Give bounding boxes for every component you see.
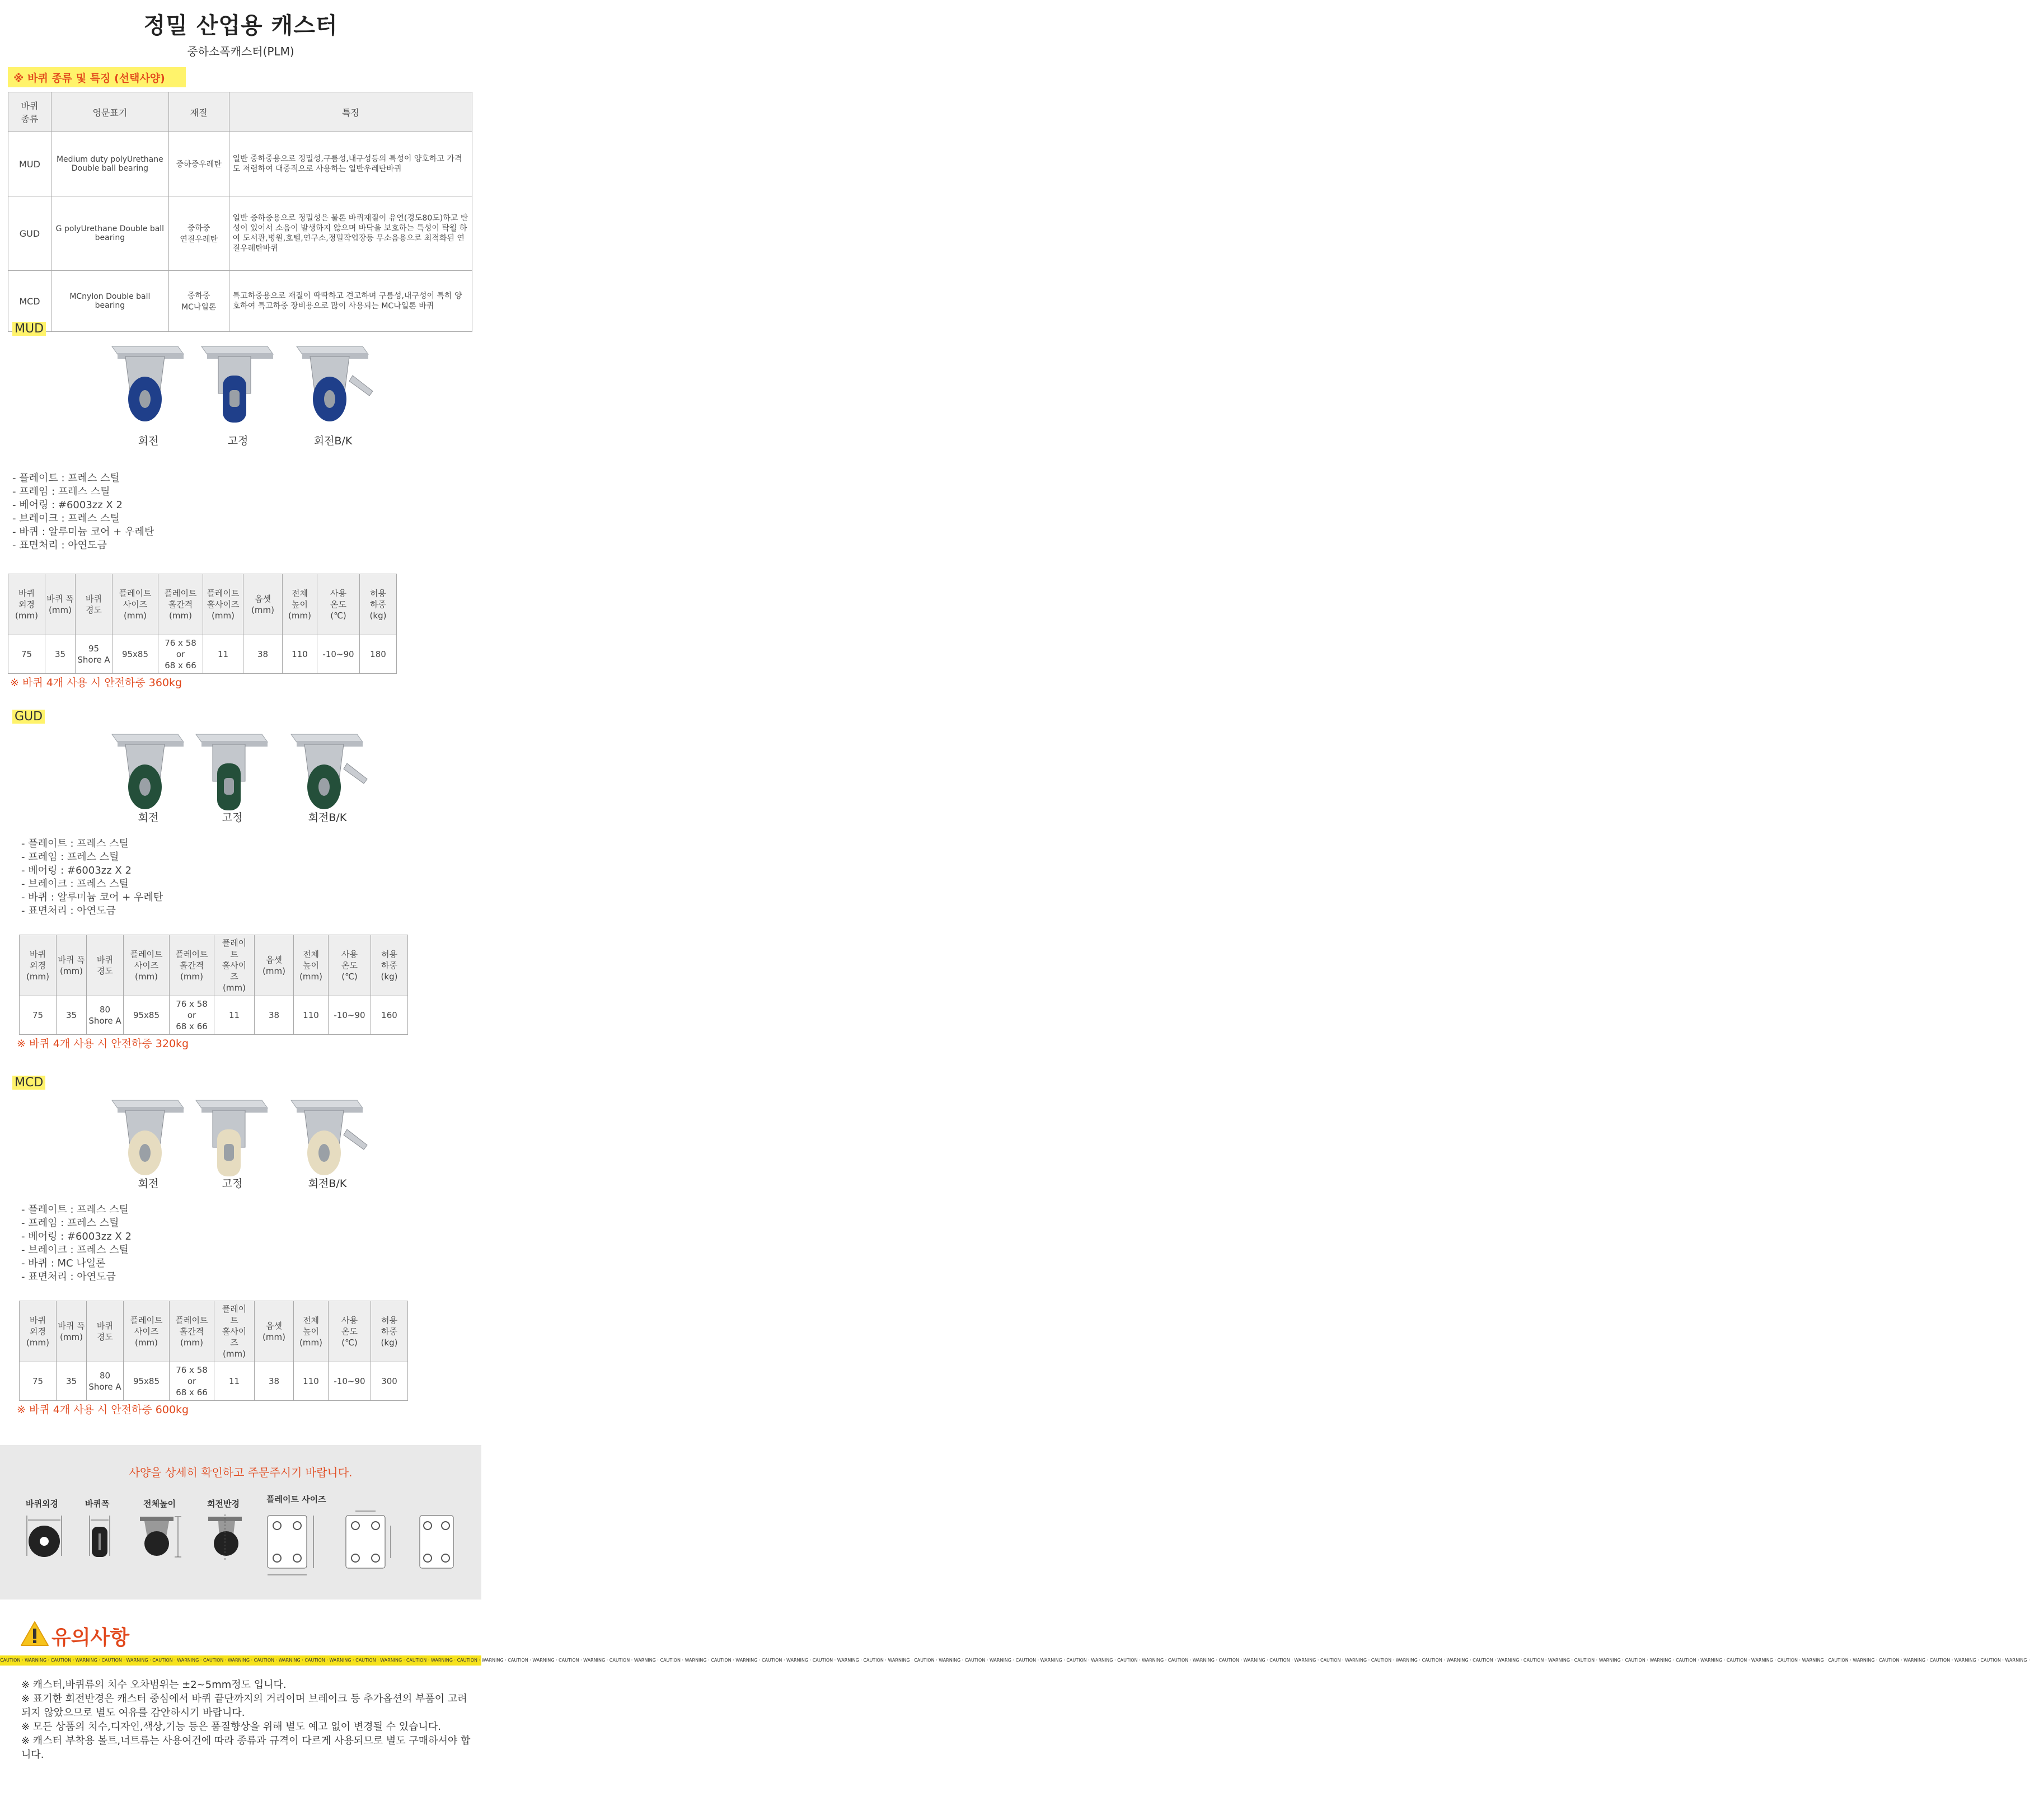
header-english: 영문표기 [51,92,168,132]
spec-item: - 프레임 : 프레스 스틸 [12,486,110,498]
safe-load-note: ※ 바퀴 4개 사용 시 안전하중 320kg [17,1038,189,1050]
spec-item: - 베어링 : #6003zz X 2 [21,865,132,876]
plate-size-icon [268,1516,313,1575]
label-total-height: 전체높이 [143,1499,176,1509]
spec-table-cell: 160 [371,996,408,1035]
spec-table-header: 옵셋 (mm) [255,935,294,996]
spec-table-header: 전체 높이 (mm) [283,574,317,635]
spec-table-cell: 75 [20,996,57,1035]
spec-table-cell: 95x85 [124,996,170,1035]
spec-item: - 플레이트 : 프레스 스틸 [12,472,120,484]
spec-table-header: 옵셋 (mm) [243,574,283,635]
spec-table-header: 플레이트 홀간격 (mm) [170,1301,214,1362]
spec-item: - 바퀴 : 알루미늄 코어 + 우레탄 [21,892,163,903]
spec-item: - 바퀴 : 알루미늄 코어 + 우레탄 [12,526,154,538]
section-label: GUD [12,710,45,724]
types-banner-text: ※ 바퀴 종류 및 특징 (선택사양) [13,72,165,85]
spec-table-header: 허용 하중 (kg) [371,935,408,996]
spec-table-cell: -10~90 [329,996,371,1035]
spec-table-cell: -10~90 [329,1362,371,1401]
spec-list [21,837,163,918]
total-height-icon [140,1517,181,1557]
spec-table-cell: 110 [283,635,317,674]
spec-table-cell: 35 [57,996,87,1035]
spec-table-cell: 80 Shore A [87,996,124,1035]
spec-item: - 플레이트 : 프레스 스틸 [21,838,129,850]
spec-item: - 베어링 : #6003zz X 2 [21,1231,132,1242]
spec-list [21,1203,132,1284]
spec-table-cell: 76 x 58 or 68 x 66 [158,635,203,674]
header-wheel-type: 바퀴 종류 [8,92,51,132]
caution-notes [21,1678,475,1762]
label-wheel-width: 바퀴폭 [85,1499,110,1509]
wheel-width-icon [90,1516,110,1557]
spec-table [19,1301,408,1401]
warning-icon [20,1621,49,1647]
type-description: 일반 중하중용으로 정밀성은 물론 바퀴재질이 유연(경도80도)하고 탄성이 있어서 소음이 발생하지 않으며 바닥을 보호하는 특성이 탁월 하여 도서관,병원,호텔,연구소,정밀작업장등 무소음용으로 최적화된 연질우레탄바퀴 [229,196,472,271]
spec-table-header: 플레이트 홀간격 (mm) [158,574,203,635]
spec-table-header: 플레이트 사이즈 (mm) [112,574,158,635]
page-title: 정밀 산업용 캐스터 [143,13,338,39]
safe-load-note: ※ 바퀴 4개 사용 시 안전하중 360kg [10,677,182,689]
spec-table-header: 바퀴 폭 (mm) [57,935,87,996]
spec-item: - 브레이크 : 프레스 스틸 [21,1244,129,1256]
spec-table [8,574,397,674]
spec-table-cell: 38 [255,1362,294,1401]
spec-table-header: 옵셋 (mm) [255,1301,294,1362]
swivel-caster-image [106,1096,190,1180]
spec-table-cell: 11 [203,635,243,674]
spec-table-header: 바퀴 경도 [87,935,124,996]
type-english: Medium duty polyUrethane Double ball bearing [51,132,168,196]
spec-table-cell: 300 [371,1362,408,1401]
spec-list [12,472,154,552]
swivel-caster-image [106,342,190,426]
spec-item: - 브레이크 : 프레스 스틸 [21,878,129,890]
spec-table-header: 바퀴 경도 [76,574,112,635]
wheel-types-table [8,92,472,332]
type-material: 중하중 MC나일론 [168,271,229,332]
spec-table-cell: 180 [360,635,397,674]
types-banner [8,67,186,87]
spec-table-cell: 35 [45,635,76,674]
caster-caption: 고정 [222,812,243,824]
spec-table-cell: 38 [243,635,283,674]
fixed-caster-image [190,730,274,814]
caster-caption: 회전B/K [308,812,347,824]
type-description: 일반 중하중용으로 정밀성,구름성,내구성등의 특성이 양호하고 가격도 저렴하여 대중적으로 사용하는 일반우레탄바퀴 [229,132,472,196]
type-english: MCnylon Double ball bearing [51,271,168,332]
type-description: 특고하중용으로 재질이 딱딱하고 견고하며 구름성,내구성이 특히 양호하여 특고하중 장비용으로 많이 사용되는 MC나일론 바퀴 [229,271,472,332]
fixed-caster-image [190,1096,274,1180]
safe-load-note: ※ 바퀴 4개 사용 시 안전하중 600kg [17,1404,189,1416]
caster-caption: 회전B/K [313,435,353,447]
spec-table-cell: 38 [255,996,294,1035]
label-swivel-radius: 회전반경 [207,1499,240,1509]
table-row [8,635,397,674]
spec-table-cell: 95x85 [112,635,158,674]
swivel-brake-caster-image [291,342,375,426]
spec-table-header: 바퀴 폭 (mm) [45,574,76,635]
type-code: MUD [8,132,51,196]
spec-table-cell: 95 Shore A [76,635,112,674]
fixed-caster-image [196,342,280,426]
plate-hole-size-icon [420,1516,453,1568]
table-row [8,132,472,196]
section-label: MUD [12,322,46,336]
spec-table-cell: 80 Shore A [87,1362,124,1401]
spec-table-cell: 75 [8,635,45,674]
caster-caption: 회전 [138,435,159,447]
spec-item: - 표면처리 : 아연도금 [12,540,107,551]
section-mud [0,322,481,689]
caster-caption: 고정 [222,1178,243,1190]
caution-note: ※ 캐스터,바퀴류의 치수 오차범위는 ±2~5mm정도 입니다. [21,1679,287,1691]
caution-strip [0,1655,2030,1666]
swivel-brake-caster-image [285,730,369,814]
page-subtitle: 중하소폭캐스터(PLM) [187,45,294,58]
caution-note: ※ 표기한 회전반경은 캐스터 중심에서 바퀴 끝단까지의 거리이며 브레이크 등 추가옵션의 부품이 고려되지 않았으므로 별도 여유를 감안하시기 바랍니다. [21,1693,467,1719]
type-material: 중하중 연질우레탄 [168,196,229,271]
dimension-guide-title: 사양을 상세히 확인하고 주문주시기 바랍니다. [129,1466,353,1479]
caster-caption: 회전 [138,1178,159,1190]
spec-table-header: 플레이 트 홀사이 즈 (mm) [214,1301,255,1362]
spec-table-header: 플레이트 홀사이즈 (mm) [203,574,243,635]
caution-title: 유의사항 [51,1626,130,1649]
spec-item: - 프레임 : 프레스 스틸 [21,1217,119,1229]
table-row [20,996,408,1035]
spec-table-header: 전체 높이 (mm) [294,935,329,996]
caution-note: ※ 캐스터 부착용 볼트,너트류는 사용여건에 따라 종류과 규격이 다르게 사용되므로 별도 구매하셔야 합니다. [21,1735,471,1761]
spec-table-header: 플레이 트 홀사이 즈 (mm) [214,935,255,996]
caution-note: ※ 모든 상품의 치수,디자인,색상,기능 등은 품질향상을 위해 별도 예고 없이 변경될 수 있습니다. [21,1721,441,1733]
header-material: 재질 [168,92,229,132]
spec-table-cell: 76 x 58 or 68 x 66 [170,996,214,1035]
table-row [20,1362,408,1401]
caution-strip-text: CAUTION · WARNING · CAUTION · WARNING · CAUTION · WARNING · CAUTION · WARNING · CAUTION · WARNING · CAUTION · WARNING · CAUTION · WARNING · CAUTION · WARNING · CAUTION · WARNING · CAUTION · WARNING · CAUTION · WARNING · CAUTION · WARNING · CAUTION · WARNING · CAUTION · WARNING · CAUTION · WARNING · CAUTION · WARNING · CAUTION · WARNING · CAUTION · WARNING · CAUTION · WARNING · CAUTION · WARNING · CAUTION · WARNING · CAUTION · WARNING · CAUTION · WARNING · CAUTION · WARNING · CAUTION · WARNING · CAUTION · WARNING · CAUTION · WARNING · CAUTION · WARNING · CAUTION · WARNING · CAUTION · WARNING · CAUTION · WARNING · CAUTION · WARNING · CAUTION · WARNING · CAUTION · WARNING · CAUTION · WARNING · CAUTION · WARNING · CAUTION · WARNING · CAUTION · WARNING · CAUTION · WARNING · CAUTION · WARNING · [0,1658,2030,1663]
spec-table-header: 허용 하중 (kg) [360,574,397,635]
section-label: MCD [12,1076,45,1090]
spec-table-cell: 35 [57,1362,87,1401]
spec-table-header: 사용 온도 (℃) [329,1301,371,1362]
caster-caption: 고정 [227,435,249,447]
spec-table-header: 사용 온도 (℃) [317,574,360,635]
spec-item: - 표면처리 : 아연도금 [21,905,116,917]
spec-item: - 브레이크 : 프레스 스틸 [12,513,120,524]
spec-table-header: 전체 높이 (mm) [294,1301,329,1362]
spec-table-header: 허용 하중 (kg) [371,1301,408,1362]
spec-table-cell: -10~90 [317,635,360,674]
spec-item: - 플레이트 : 프레스 스틸 [21,1204,129,1216]
table-row [8,196,472,271]
spec-table-cell: 110 [294,1362,329,1401]
plate-hole-spacing-icon [346,1511,391,1568]
spec-item: - 표면처리 : 아연도금 [21,1271,116,1283]
spec-table [19,935,408,1035]
swivel-caster-image [106,730,190,814]
spec-table-cell: 11 [214,996,255,1035]
spec-item: - 프레임 : 프레스 스틸 [21,851,119,863]
spec-table-header: 플레이트 홀간격 (mm) [170,935,214,996]
swivel-radius-icon [208,1514,242,1561]
spec-table-header: 바퀴 경도 [87,1301,124,1362]
type-english: G polyUrethane Double ball bearing [51,196,168,271]
spec-table-header: 플레이트 사이즈 (mm) [124,935,170,996]
type-code: GUD [8,196,51,271]
spec-table-header: 바퀴 외경 (mm) [8,574,45,635]
spec-item: - 베어링 : #6003zz X 2 [12,499,123,511]
spec-table-cell: 75 [20,1362,57,1401]
label-wheel-diameter: 바퀴외경 [26,1499,58,1509]
spec-table-cell: 11 [214,1362,255,1401]
spec-table-cell: 110 [294,996,329,1035]
wheel-diameter-icon [27,1516,62,1557]
spec-table-header: 바퀴 외경 (mm) [20,935,57,996]
label-plate-size: 플레이트 사이즈 [266,1494,326,1504]
spec-table-header: 바퀴 폭 (mm) [57,1301,87,1362]
section-mcd [0,1076,481,1434]
spec-item: - 바퀴 : MC 나일론 [21,1258,106,1269]
dimension-diagrams [0,1511,481,1595]
type-code: MCD [8,271,51,332]
caster-caption: 회전B/K [308,1178,347,1190]
type-material: 중하중우레탄 [168,132,229,196]
spec-table-cell: 95x85 [124,1362,170,1401]
spec-table-header: 바퀴 외경 (mm) [20,1301,57,1362]
section-gud [0,710,481,1068]
caster-caption: 회전 [138,812,159,824]
spec-table-cell: 76 x 58 or 68 x 66 [170,1362,214,1401]
swivel-brake-caster-image [285,1096,369,1180]
header-features: 특징 [229,92,472,132]
spec-table-header: 사용 온도 (℃) [329,935,371,996]
spec-table-header: 플레이트 사이즈 (mm) [124,1301,170,1362]
